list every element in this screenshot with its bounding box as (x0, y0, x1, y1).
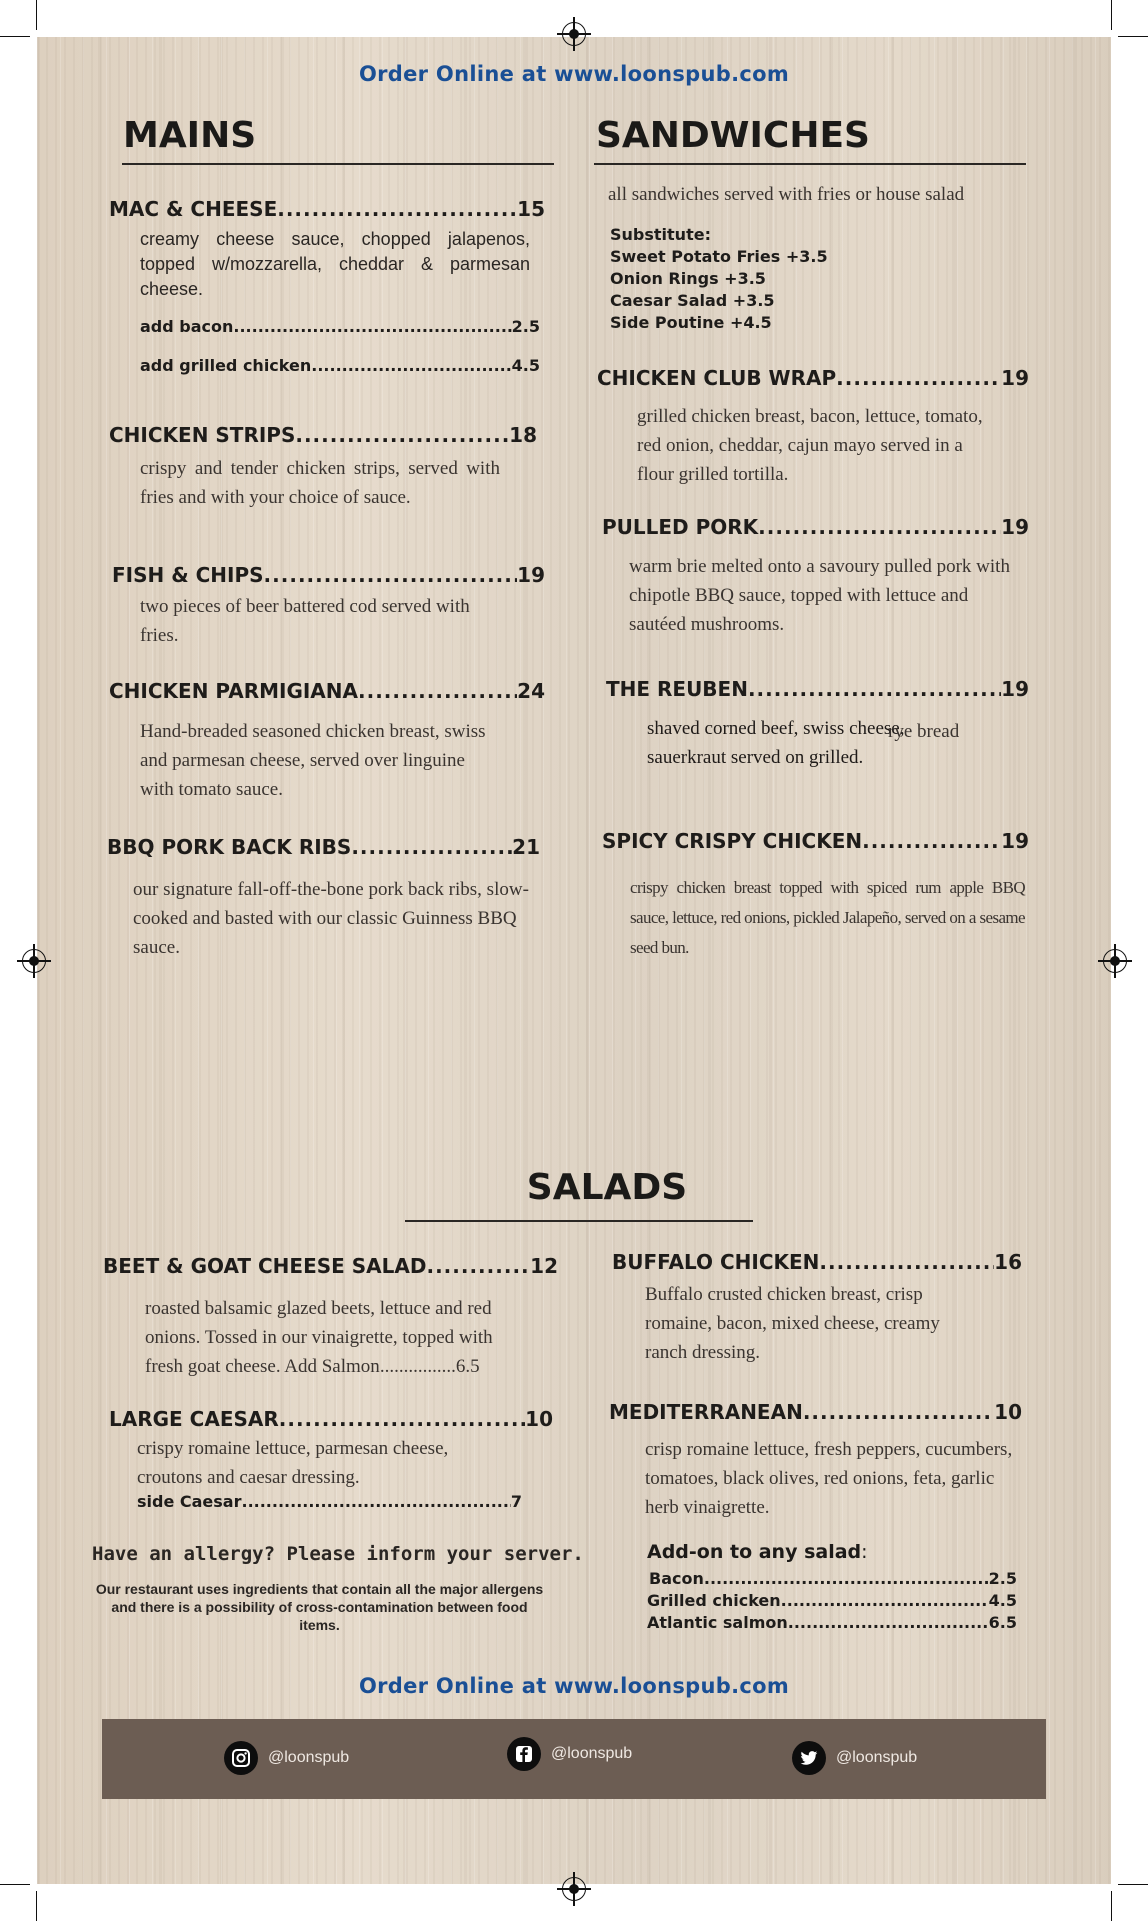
menu-page (37, 37, 1111, 1884)
instagram-handle: @loonspub (268, 1749, 350, 1766)
menu-item-title: FISH & CHIPS ..... 19 (112, 563, 545, 587)
registration-mark-icon (22, 949, 46, 973)
substitute-option: Sweet Potato Fries +3.5 (610, 247, 828, 266)
crop-mark (1111, 0, 1112, 30)
allergy-text: Our restaurant uses ingredients that contain all the major allergens and there is a possibility of cross-contamination between food items. (95, 1581, 544, 1633)
salads-rule (405, 1220, 753, 1222)
crop-mark (0, 1884, 30, 1885)
registration-mark-icon (562, 22, 586, 46)
sandwiches-heading: SANDWICHES (596, 115, 870, 156)
menu-item-title: BUFFALO CHICKEN ..... 16 (612, 1250, 1022, 1274)
menu-item-title: THE REUBEN ..... 19 (606, 677, 1029, 701)
crop-mark (1118, 36, 1148, 37)
menu-item-title: BBQ PORK BACK RIBS ..... 21 (107, 835, 540, 859)
addon-line: add bacon ..... 2.5 (140, 317, 540, 336)
menu-item-desc: crispy and tender chicken strips, served with fries and with your choice of sauce. (140, 458, 500, 508)
menu-item-desc: our signature fall-off-the-bone pork back ribs, slow-cooked and basted with our classic Guinness BBQ sauce. (133, 879, 529, 958)
crop-mark (36, 0, 37, 30)
menu-item-title: CHICKEN CLUB WRAP ..... 19 (597, 366, 1029, 390)
order-online-link-bottom[interactable]: Order Online at www.loonspub.com (358, 1674, 790, 1698)
substitute-option: Side Poutine +4.5 (610, 313, 772, 332)
substitute-option: Caesar Salad +3.5 (610, 291, 775, 310)
menu-item-title: SPICY CRISPY CHICKEN ..... 19 (602, 829, 1029, 853)
social-twitter[interactable] (792, 1741, 917, 1775)
side-caesar-line: side Caesar ..... 7 (137, 1492, 522, 1511)
menu-item-desc: roasted balsamic glazed beets, lettuce and red onions. Tossed in our vinaigrette, topped with fresh goat cheese. Add Salmon................6.5 (145, 1298, 493, 1377)
salads-heading: SALADS (526, 1167, 688, 1208)
facebook-icon (507, 1737, 541, 1771)
menu-item-title: LARGE CAESAR ..... 10 (109, 1407, 553, 1431)
sandwiches-note: all sandwiches served with fries or house salad (608, 184, 965, 205)
menu-item-desc: crispy chicken breast topped with spiced rum apple BBQ sauce, lettuce, red onions, pickled Jalapeño, served on a sesame seed bun. (630, 878, 1025, 957)
mains-rule (122, 163, 554, 165)
substitute-label: Substitute: (610, 225, 711, 244)
salad-addon-line: Atlantic salmon ..... 6.5 (647, 1613, 1017, 1632)
menu-item-title: PULLED PORK ..... 19 (602, 515, 1029, 539)
substitute-option: Onion Rings +3.5 (610, 269, 766, 288)
facebook-handle: @loonspub (551, 1745, 633, 1762)
social-facebook[interactable] (507, 1737, 632, 1771)
crop-mark (1111, 1891, 1112, 1921)
menu-item-desc: grilled chicken breast, bacon, lettuce, tomato, red onion, cheddar, cajun mayo served in a flour grilled tortilla. (637, 406, 983, 485)
social-instagram[interactable] (224, 1741, 349, 1775)
menu-item-title: MEDITERRANEAN ..... 10 (609, 1400, 1022, 1424)
salad-addon-line: Grilled chicken ..... 4.5 (647, 1591, 1017, 1610)
menu-item-title: BEET & GOAT CHEESE SALAD ..... 12 (103, 1254, 558, 1278)
menu-item-title: CHICKEN STRIPS ..... 18 (109, 423, 537, 447)
social-footer-bar (102, 1719, 1046, 1799)
menu-item-desc: warm brie melted onto a savoury pulled pork with chipotle BBQ sauce, topped with lettuce and sautéed mushrooms. (629, 556, 1010, 635)
menu-item-title: CHICKEN PARMIGIANA ..... 24 (109, 679, 545, 703)
crop-mark (36, 1891, 37, 1921)
menu-item-desc: creamy cheese sauce, chopped jalapenos, topped w/mozzarella, cheddar & parmesan cheese. (140, 229, 530, 299)
crop-mark (1118, 1884, 1148, 1885)
menu-item-desc-extra: rye bread (888, 721, 960, 742)
sandwiches-rule (594, 163, 1026, 165)
addon-line: add grilled chicken ..... 4.5 (140, 356, 540, 375)
mains-heading: MAINS (123, 115, 257, 156)
registration-mark-icon (562, 1877, 586, 1901)
crop-mark (0, 36, 30, 37)
twitter-icon (792, 1741, 826, 1775)
menu-item-desc: crisp romaine lettuce, fresh peppers, cucumbers, tomatoes, black olives, red onions, feta, garlic herb vinaigrette. (645, 1439, 1013, 1518)
menu-item-title: MAC & CHEESE ..... 15 (109, 197, 545, 221)
twitter-handle: @loonspub (836, 1749, 918, 1766)
menu-item-desc: Hand-breaded seasoned chicken breast, swiss and parmesan cheese, served over linguine with tomato sauce. (140, 721, 486, 800)
registration-mark-icon (1103, 949, 1127, 973)
menu-item-desc: shaved corned beef, swiss cheese, sauerkraut served on grilled. (647, 718, 905, 768)
order-online-link-top[interactable]: Order Online at www.loonspub.com (358, 62, 790, 86)
instagram-icon (224, 1741, 258, 1775)
allergy-title: Have an allergy? Please inform your server. (92, 1543, 584, 1565)
salad-addon-title: Add-on to any salad: (647, 1541, 868, 1563)
salad-addon-line: Bacon ..... 2.5 (649, 1569, 1017, 1588)
menu-item-desc: two pieces of beer battered cod served with fries. (140, 596, 470, 646)
menu-item-desc: crispy romaine lettuce, parmesan cheese, croutons and caesar dressing. (137, 1438, 449, 1488)
menu-item-desc: Buffalo crusted chicken breast, crisp romaine, bacon, mixed cheese, creamy ranch dressing. (645, 1284, 940, 1363)
